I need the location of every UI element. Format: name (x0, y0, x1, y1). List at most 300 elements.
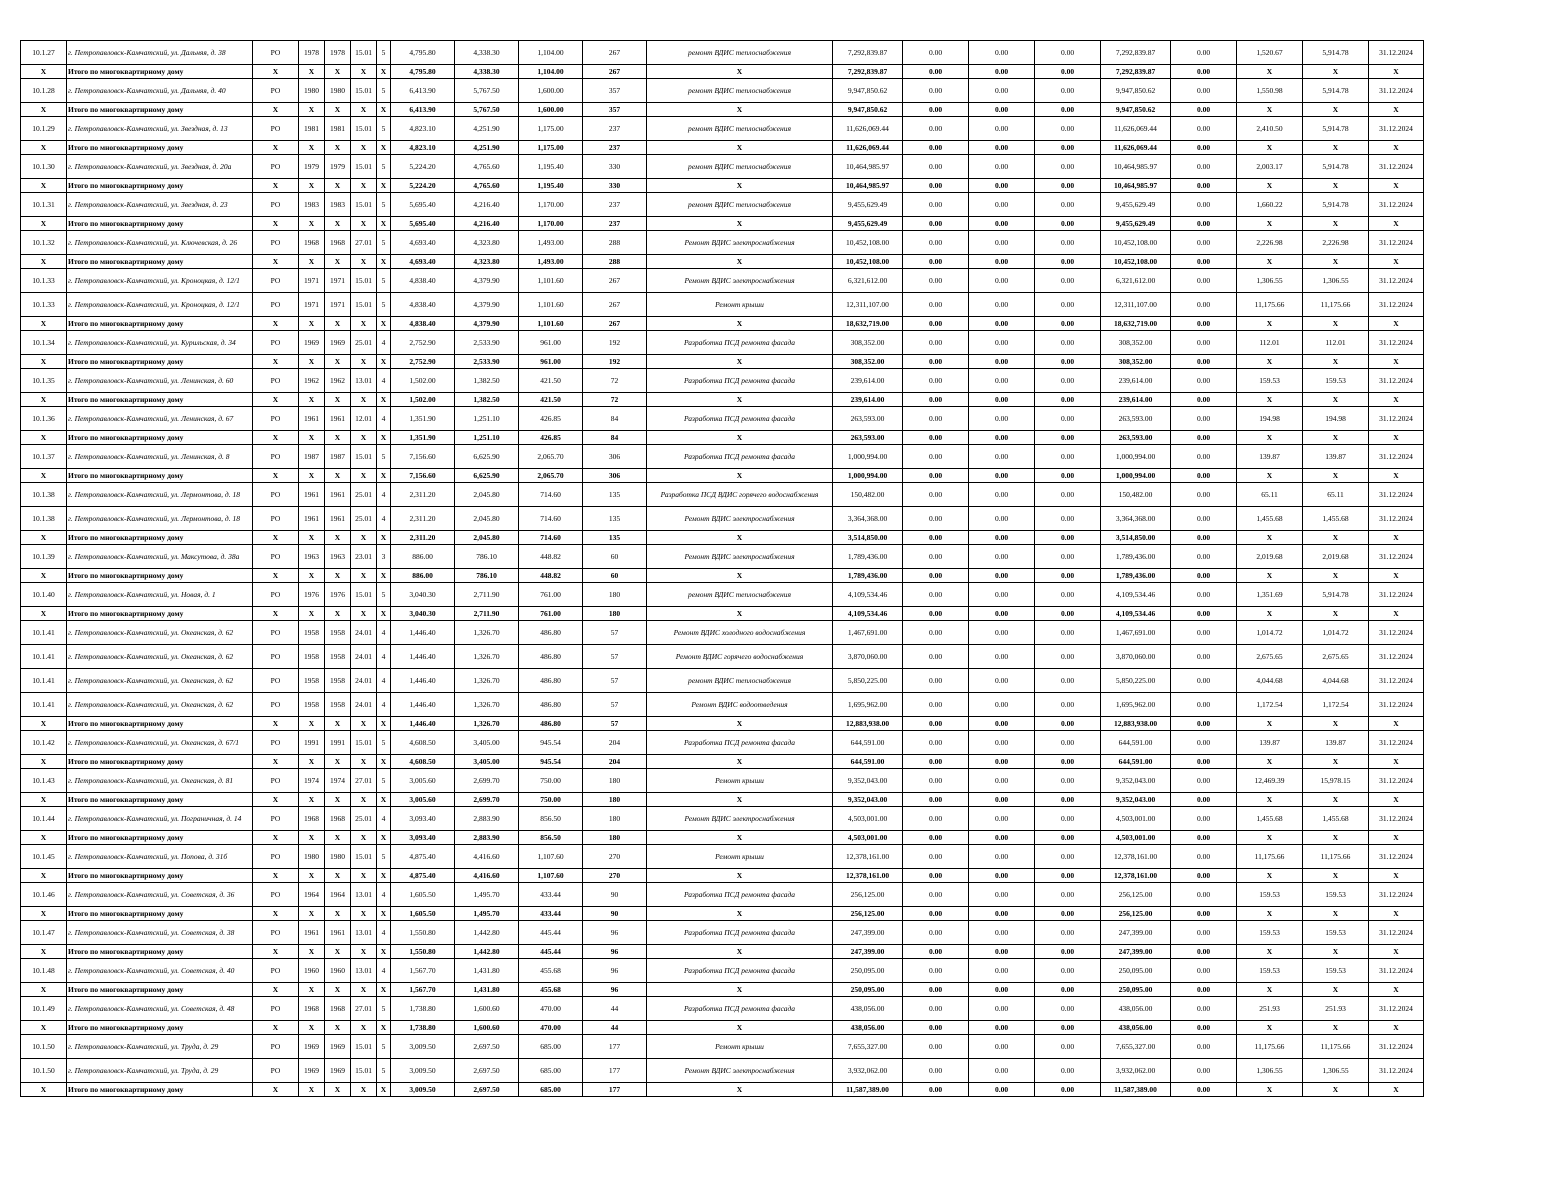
cell-build-year: 1961 (299, 921, 325, 945)
cell-owners-funds: 1,467,691.00 (1101, 621, 1171, 645)
cell-max-unit-cost: X (1303, 431, 1369, 445)
cell-total-area: 1,351.90 (391, 407, 455, 431)
cell-deadline: 31.12.2024 (1369, 921, 1424, 945)
cell-fund-federal: 0.00 (903, 731, 969, 755)
cell-item-number: 10.1.34 (21, 331, 67, 355)
cell-other-funds: 0.00 (1171, 921, 1237, 945)
cell-work-type: Ремонт ВДИС электроснабжения (647, 807, 833, 831)
cell-fund-federal: 0.00 (903, 317, 969, 331)
cell-fund-regional: 0.00 (969, 755, 1035, 769)
cell-deadline: 31.12.2024 (1369, 1059, 1424, 1083)
cell-total-area: 1,446.40 (391, 693, 455, 717)
cell-fund-federal: 0.00 (903, 469, 969, 483)
cell-total-cost: 308,352.00 (833, 331, 903, 355)
cell-max-unit-cost: 159.53 (1303, 369, 1369, 393)
cell-program-type: X (253, 831, 299, 845)
cell-common-area: 750.00 (519, 769, 583, 793)
cell-wall-material: X (351, 607, 377, 621)
cell-fund-federal: 0.00 (903, 507, 969, 531)
cell-total-area: 5,695.40 (391, 193, 455, 217)
cell-work-type: Ремонт ВДИС электроснабжения (647, 231, 833, 255)
cell-other-funds: 0.00 (1171, 483, 1237, 507)
cell-other-funds: 0.00 (1171, 355, 1237, 369)
cell-wall-material: 13.01 (351, 369, 377, 393)
cell-fund-local: 0.00 (1035, 569, 1101, 583)
cell-wall-material: 15.01 (351, 445, 377, 469)
cell-residents: 306 (583, 469, 647, 483)
cell-deadline: 31.12.2024 (1369, 331, 1424, 355)
cell-deadline: 31.12.2024 (1369, 645, 1424, 669)
cell-floors: X (377, 469, 391, 483)
cell-fund-regional: 0.00 (969, 431, 1035, 445)
cell-program-type: РО (253, 483, 299, 507)
cell-max-unit-cost: X (1303, 141, 1369, 155)
cell-residential-area: 5,767.50 (455, 103, 519, 117)
cell-unit-cost: 1,660.22 (1237, 193, 1303, 217)
cell-program-type: X (253, 217, 299, 231)
cell-owners-funds: 250,095.00 (1101, 959, 1171, 983)
cell-address: Итого по многоквартирному дому (67, 793, 253, 807)
cell-fund-local: 0.00 (1035, 531, 1101, 545)
cell-residential-area: 1,326.70 (455, 669, 519, 693)
cell-residents: 177 (583, 1059, 647, 1083)
cell-fund-local: 0.00 (1035, 545, 1101, 569)
cell-other-funds: 0.00 (1171, 945, 1237, 959)
cell-unit-cost: X (1237, 103, 1303, 117)
cell-other-funds: 0.00 (1171, 769, 1237, 793)
cell-build-year: 1981 (299, 117, 325, 141)
cell-wall-material: 25.01 (351, 483, 377, 507)
cell-floors: X (377, 831, 391, 845)
cell-address: г. Петропавловск-Камчатский, ул. Пограничная, д. 14 (67, 807, 253, 831)
cell-total-area: 1,605.50 (391, 907, 455, 921)
cell-program-type: X (253, 355, 299, 369)
cell-address: г. Петропавловск-Камчатский, ул. Океанская, д. 62 (67, 645, 253, 669)
cell-program-type: X (253, 755, 299, 769)
cell-unit-cost: 159.53 (1237, 921, 1303, 945)
cell-residents: 180 (583, 831, 647, 845)
cell-other-funds: 0.00 (1171, 983, 1237, 997)
cell-item-number: X (21, 317, 67, 331)
cell-total-cost: 250,095.00 (833, 983, 903, 997)
cell-build-year: X (299, 469, 325, 483)
cell-address: г. Петропавловск-Камчатский, ул. Кроноцкая, д. 12/1 (67, 269, 253, 293)
cell-work-type: X (647, 1083, 833, 1097)
cell-item-number: X (21, 431, 67, 445)
cell-total-cost: 11,626,069.44 (833, 141, 903, 155)
cell-fund-local: 0.00 (1035, 469, 1101, 483)
cell-work-type: Ремонт крыши (647, 845, 833, 869)
table-row (21, 769, 1424, 793)
cell-commission-year: X (325, 831, 351, 845)
cell-other-funds: 0.00 (1171, 669, 1237, 693)
cell-unit-cost: 1,520.67 (1237, 41, 1303, 65)
cell-fund-local: 0.00 (1035, 1035, 1101, 1059)
cell-residential-area: 2,883.90 (455, 831, 519, 845)
cell-work-type: Ремонт крыши (647, 293, 833, 317)
cell-unit-cost: 65.11 (1237, 483, 1303, 507)
cell-total-cost: 247,399.00 (833, 945, 903, 959)
cell-floors: 4 (377, 669, 391, 693)
cell-total-cost: 3,870,060.00 (833, 645, 903, 669)
cell-build-year: X (299, 907, 325, 921)
cell-total-cost: 239,614.00 (833, 393, 903, 407)
cell-program-type: РО (253, 545, 299, 569)
cell-residents: 192 (583, 355, 647, 369)
cell-unit-cost: 2,003.17 (1237, 155, 1303, 179)
cell-total-cost: 644,591.00 (833, 731, 903, 755)
cell-fund-federal: 0.00 (903, 355, 969, 369)
cell-build-year: 1983 (299, 193, 325, 217)
cell-address: Итого по многоквартирному дому (67, 983, 253, 997)
cell-fund-regional: 0.00 (969, 921, 1035, 945)
cell-owners-funds: 3,364,368.00 (1101, 507, 1171, 531)
cell-program-type: X (253, 393, 299, 407)
cell-item-number: X (21, 983, 67, 997)
cell-build-year: 1968 (299, 807, 325, 831)
cell-other-funds: 0.00 (1171, 807, 1237, 831)
cell-item-number: 10.1.41 (21, 693, 67, 717)
cell-deadline: 31.12.2024 (1369, 1035, 1424, 1059)
cell-fund-local: 0.00 (1035, 645, 1101, 669)
table-row (21, 507, 1424, 531)
cell-fund-federal: 0.00 (903, 693, 969, 717)
cell-item-number: 10.1.40 (21, 583, 67, 607)
cell-deadline: X (1369, 569, 1424, 583)
cell-build-year: 1961 (299, 483, 325, 507)
cell-work-type: ремонт ВДИС теплоснабжения (647, 79, 833, 103)
cell-unit-cost: 159.53 (1237, 959, 1303, 983)
cell-common-area: 1,101.60 (519, 293, 583, 317)
cell-wall-material: X (351, 179, 377, 193)
cell-residents: 90 (583, 883, 647, 907)
cell-unit-cost: 4,044.68 (1237, 669, 1303, 693)
cell-residents: 204 (583, 731, 647, 755)
cell-total-area: 886.00 (391, 569, 455, 583)
cell-owners-funds: 263,593.00 (1101, 407, 1171, 431)
cell-fund-federal: 0.00 (903, 103, 969, 117)
cell-owners-funds: 11,626,069.44 (1101, 117, 1171, 141)
cell-wall-material: 25.01 (351, 331, 377, 355)
cell-work-type: X (647, 1021, 833, 1035)
cell-other-funds: 0.00 (1171, 883, 1237, 907)
cell-build-year: 1961 (299, 407, 325, 431)
cell-deadline: 31.12.2024 (1369, 193, 1424, 217)
cell-wall-material: X (351, 317, 377, 331)
cell-fund-regional: 0.00 (969, 883, 1035, 907)
cell-fund-regional: 0.00 (969, 117, 1035, 141)
cell-common-area: 961.00 (519, 355, 583, 369)
cell-deadline: 31.12.2024 (1369, 445, 1424, 469)
cell-address: г. Петропавловск-Камчатский, ул. Советская, д. 38 (67, 921, 253, 945)
cell-item-number: X (21, 793, 67, 807)
cell-total-cost: 308,352.00 (833, 355, 903, 369)
cell-common-area: 1,104.00 (519, 41, 583, 65)
subtotal-row (21, 317, 1424, 331)
cell-residential-area: 4,416.60 (455, 845, 519, 869)
cell-other-funds: 0.00 (1171, 1059, 1237, 1083)
cell-residential-area: 2,045.80 (455, 483, 519, 507)
cell-fund-local: 0.00 (1035, 959, 1101, 983)
cell-build-year: X (299, 755, 325, 769)
cell-other-funds: 0.00 (1171, 531, 1237, 545)
cell-address: г. Петропавловск-Камчатский, ул. Дальняя, д. 40 (67, 79, 253, 103)
cell-owners-funds: 644,591.00 (1101, 731, 1171, 755)
cell-fund-regional: 0.00 (969, 621, 1035, 645)
cell-fund-regional: 0.00 (969, 1021, 1035, 1035)
cell-max-unit-cost: X (1303, 755, 1369, 769)
cell-fund-regional: 0.00 (969, 945, 1035, 959)
cell-fund-local: 0.00 (1035, 141, 1101, 155)
cell-address: г. Петропавловск-Камчатский, ул. Курильская, д. 34 (67, 331, 253, 355)
cell-total-area: 4,823.10 (391, 141, 455, 155)
cell-other-funds: 0.00 (1171, 959, 1237, 983)
cell-fund-local: 0.00 (1035, 317, 1101, 331)
cell-fund-regional: 0.00 (969, 907, 1035, 921)
cell-program-type: X (253, 65, 299, 79)
cell-floors: X (377, 179, 391, 193)
cell-residents: 135 (583, 507, 647, 531)
cell-build-year: 1969 (299, 331, 325, 355)
cell-fund-federal: 0.00 (903, 483, 969, 507)
cell-residential-area: 2,533.90 (455, 355, 519, 369)
cell-floors: X (377, 907, 391, 921)
cell-commission-year: X (325, 355, 351, 369)
cell-total-area: 1,446.40 (391, 669, 455, 693)
cell-work-type: Ремонт ВДИС электроснабжения (647, 545, 833, 569)
cell-address: Итого по многоквартирному дому (67, 393, 253, 407)
cell-build-year: 1958 (299, 645, 325, 669)
cell-residents: 357 (583, 79, 647, 103)
cell-common-area: 1,175.00 (519, 117, 583, 141)
cell-fund-federal: 0.00 (903, 155, 969, 179)
cell-commission-year: 1969 (325, 1035, 351, 1059)
cell-common-area: 448.82 (519, 545, 583, 569)
cell-common-area: 433.44 (519, 907, 583, 921)
cell-fund-regional: 0.00 (969, 959, 1035, 983)
table-row (21, 193, 1424, 217)
cell-max-unit-cost: 1,172.54 (1303, 693, 1369, 717)
cell-deadline: X (1369, 431, 1424, 445)
cell-program-type: РО (253, 507, 299, 531)
cell-residents: 288 (583, 231, 647, 255)
cell-owners-funds: 247,399.00 (1101, 921, 1171, 945)
cell-total-area: 4,838.40 (391, 293, 455, 317)
cell-program-type: X (253, 717, 299, 731)
cell-wall-material: X (351, 431, 377, 445)
cell-fund-federal: 0.00 (903, 845, 969, 869)
cell-other-funds: 0.00 (1171, 607, 1237, 621)
cell-address: г. Петропавловск-Камчатский, ул. Советская, д. 36 (67, 883, 253, 907)
cell-fund-regional: 0.00 (969, 317, 1035, 331)
cell-total-cost: 9,352,043.00 (833, 769, 903, 793)
cell-program-type: РО (253, 1059, 299, 1083)
cell-program-type: РО (253, 293, 299, 317)
table-row (21, 669, 1424, 693)
cell-deadline: X (1369, 755, 1424, 769)
cell-commission-year: 1961 (325, 921, 351, 945)
cell-commission-year: X (325, 317, 351, 331)
cell-fund-regional: 0.00 (969, 1059, 1035, 1083)
cell-unit-cost: X (1237, 569, 1303, 583)
cell-fund-federal: 0.00 (903, 959, 969, 983)
cell-residents: 267 (583, 269, 647, 293)
cell-address: Итого по многоквартирному дому (67, 431, 253, 445)
cell-commission-year: 1987 (325, 445, 351, 469)
cell-residential-area: 3,405.00 (455, 731, 519, 755)
cell-fund-federal: 0.00 (903, 445, 969, 469)
cell-build-year: 1961 (299, 507, 325, 531)
cell-unit-cost: X (1237, 907, 1303, 921)
cell-commission-year: 1980 (325, 79, 351, 103)
cell-item-number: 10.1.41 (21, 669, 67, 693)
cell-max-unit-cost: 2,019.68 (1303, 545, 1369, 569)
cell-program-type: X (253, 983, 299, 997)
cell-fund-local: 0.00 (1035, 807, 1101, 831)
cell-owners-funds: 3,870,060.00 (1101, 645, 1171, 669)
cell-deadline: 31.12.2024 (1369, 693, 1424, 717)
cell-residential-area: 6,625.90 (455, 445, 519, 469)
cell-deadline: 31.12.2024 (1369, 997, 1424, 1021)
cell-floors: X (377, 1021, 391, 1035)
subtotal-row (21, 831, 1424, 845)
cell-unit-cost: X (1237, 469, 1303, 483)
cell-other-funds: 0.00 (1171, 693, 1237, 717)
cell-fund-federal: 0.00 (903, 793, 969, 807)
cell-max-unit-cost: X (1303, 469, 1369, 483)
cell-address: Итого по многоквартирному дому (67, 217, 253, 231)
cell-work-type: ремонт ВДИС теплоснабжения (647, 117, 833, 141)
cell-work-type: X (647, 317, 833, 331)
cell-work-type: X (647, 179, 833, 193)
cell-owners-funds: 1,000,994.00 (1101, 469, 1171, 483)
subtotal-row (21, 531, 1424, 545)
table-row (21, 445, 1424, 469)
cell-build-year: X (299, 1021, 325, 1035)
cell-owners-funds: 11,587,389.00 (1101, 1083, 1171, 1097)
table-row (21, 959, 1424, 983)
cell-build-year: 1958 (299, 693, 325, 717)
cell-fund-federal: 0.00 (903, 531, 969, 545)
cell-item-number: X (21, 65, 67, 79)
cell-program-type: РО (253, 731, 299, 755)
cell-unit-cost: 1,306.55 (1237, 269, 1303, 293)
cell-total-area: 1,446.40 (391, 621, 455, 645)
cell-other-funds: 0.00 (1171, 269, 1237, 293)
cell-other-funds: 0.00 (1171, 717, 1237, 731)
cell-commission-year: 1969 (325, 331, 351, 355)
cell-residents: 237 (583, 117, 647, 141)
table-row (21, 1035, 1424, 1059)
cell-deadline: X (1369, 717, 1424, 731)
cell-residential-area: 6,625.90 (455, 469, 519, 483)
cell-address: Итого по многоквартирному дому (67, 607, 253, 621)
cell-deadline: X (1369, 907, 1424, 921)
cell-commission-year: X (325, 141, 351, 155)
cell-residential-area: 2,045.80 (455, 507, 519, 531)
cell-commission-year: X (325, 255, 351, 269)
cell-max-unit-cost: X (1303, 65, 1369, 79)
table-row (21, 1059, 1424, 1083)
cell-residents: 57 (583, 669, 647, 693)
cell-max-unit-cost: 139.87 (1303, 445, 1369, 469)
cell-total-area: 4,875.40 (391, 869, 455, 883)
cell-fund-local: 0.00 (1035, 507, 1101, 531)
cell-residents: 180 (583, 793, 647, 807)
cell-residents: 96 (583, 959, 647, 983)
cell-deadline: X (1369, 179, 1424, 193)
cell-deadline: 31.12.2024 (1369, 959, 1424, 983)
cell-item-number: X (21, 103, 67, 117)
cell-max-unit-cost: 1,455.68 (1303, 807, 1369, 831)
cell-residential-area: 2,697.50 (455, 1059, 519, 1083)
cell-item-number: 10.1.50 (21, 1059, 67, 1083)
cell-build-year: X (299, 869, 325, 883)
cell-residential-area: 2,697.50 (455, 1083, 519, 1097)
cell-fund-regional: 0.00 (969, 669, 1035, 693)
cell-fund-regional: 0.00 (969, 217, 1035, 231)
cell-residential-area: 4,379.90 (455, 269, 519, 293)
cell-unit-cost: X (1237, 531, 1303, 545)
cell-residential-area: 2,697.50 (455, 1035, 519, 1059)
cell-deadline: 31.12.2024 (1369, 883, 1424, 907)
cell-total-area: 3,005.60 (391, 769, 455, 793)
cell-fund-regional: 0.00 (969, 331, 1035, 355)
cell-commission-year: X (325, 217, 351, 231)
cell-deadline: 31.12.2024 (1369, 117, 1424, 141)
cell-owners-funds: 12,883,938.00 (1101, 717, 1171, 731)
cell-owners-funds: 3,932,062.00 (1101, 1059, 1171, 1083)
cell-total-area: 3,005.60 (391, 793, 455, 807)
table-row (21, 693, 1424, 717)
cell-other-funds: 0.00 (1171, 621, 1237, 645)
cell-deadline: X (1369, 1083, 1424, 1097)
cell-work-type: X (647, 569, 833, 583)
cell-owners-funds: 10,464,985.97 (1101, 179, 1171, 193)
cell-total-area: 7,156.60 (391, 469, 455, 483)
cell-other-funds: 0.00 (1171, 845, 1237, 869)
cell-wall-material: 15.01 (351, 41, 377, 65)
cell-unit-cost: 1,550.98 (1237, 79, 1303, 103)
cell-residents: 57 (583, 717, 647, 731)
cell-fund-regional: 0.00 (969, 717, 1035, 731)
cell-unit-cost: 139.87 (1237, 445, 1303, 469)
cell-fund-regional: 0.00 (969, 355, 1035, 369)
cell-other-funds: 0.00 (1171, 469, 1237, 483)
cell-common-area: 945.54 (519, 731, 583, 755)
cell-fund-local: 0.00 (1035, 717, 1101, 731)
cell-commission-year: 1991 (325, 731, 351, 755)
cell-build-year: 1974 (299, 769, 325, 793)
cell-owners-funds: 263,593.00 (1101, 431, 1171, 445)
cell-item-number: 10.1.36 (21, 407, 67, 431)
cell-commission-year: 1964 (325, 883, 351, 907)
cell-floors: 4 (377, 621, 391, 645)
cell-deadline: X (1369, 103, 1424, 117)
cell-work-type: X (647, 983, 833, 997)
cell-address: г. Петропавловск-Камчатский, ул. Кроноцкая, д. 12/1 (67, 293, 253, 317)
cell-owners-funds: 12,311,107.00 (1101, 293, 1171, 317)
cell-commission-year: 1974 (325, 769, 351, 793)
cell-wall-material: X (351, 255, 377, 269)
cell-deadline: X (1369, 1021, 1424, 1035)
cell-residents: 84 (583, 431, 647, 445)
cell-floors: X (377, 869, 391, 883)
cell-common-area: 1,170.00 (519, 217, 583, 231)
cell-max-unit-cost: 5,914.78 (1303, 193, 1369, 217)
cell-common-area: 486.80 (519, 645, 583, 669)
cell-commission-year: 1971 (325, 293, 351, 317)
